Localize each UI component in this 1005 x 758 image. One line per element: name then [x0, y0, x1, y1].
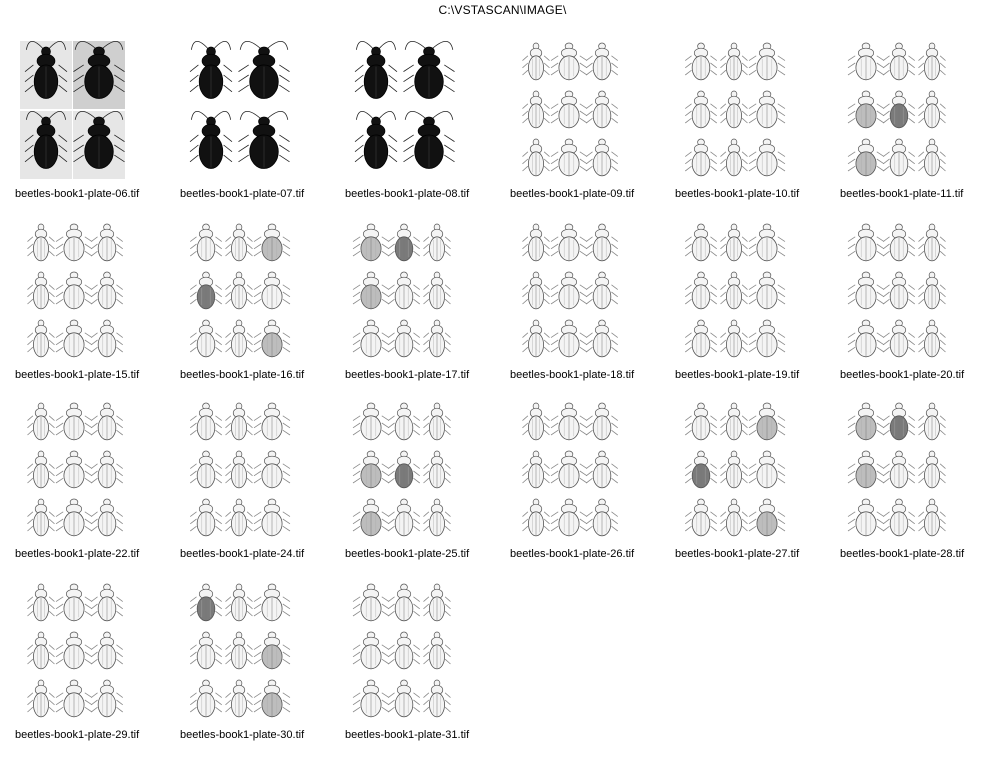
thumbnail-image[interactable] — [514, 37, 624, 185]
thumbnail-filename: beetles-book1-plate-20.tif — [840, 369, 965, 381]
thumbnail-image[interactable] — [19, 218, 129, 366]
thumbnail-filename: beetles-book1-plate-25.tif — [345, 548, 470, 560]
thumbnail-item[interactable] — [840, 37, 990, 217]
thumbnail-filename: beetles-book1-plate-28.tif — [840, 548, 965, 560]
thumbnail-item[interactable] — [510, 397, 660, 577]
thumbnail-item[interactable] — [345, 578, 495, 758]
thumbnail-image[interactable] — [184, 218, 294, 366]
thumbnail-image[interactable] — [349, 218, 459, 366]
thumbnail-item[interactable] — [345, 37, 495, 217]
thumbnail-filename: beetles-book1-plate-26.tif — [510, 548, 635, 560]
thumbnail-image[interactable] — [184, 37, 294, 185]
thumbnail-item[interactable] — [180, 578, 330, 758]
thumbnail-image[interactable] — [514, 218, 624, 366]
thumbnail-image[interactable] — [349, 397, 459, 545]
thumbnail-item[interactable] — [675, 37, 825, 217]
thumbnail-item[interactable] — [345, 218, 495, 398]
thumbnail-item[interactable] — [345, 397, 495, 577]
thumbnail-filename: beetles-book1-plate-18.tif — [510, 369, 635, 381]
thumbnail-image[interactable] — [844, 397, 954, 545]
thumbnail-filename: beetles-book1-plate-06.tif — [15, 188, 140, 200]
thumbnail-item[interactable] — [675, 218, 825, 398]
thumbnail-item[interactable] — [15, 578, 165, 758]
thumbnail-filename: beetles-book1-plate-09.tif — [510, 188, 635, 200]
thumbnail-item[interactable] — [840, 397, 990, 577]
thumbnail-filename: beetles-book1-plate-07.tif — [180, 188, 305, 200]
thumbnail-image[interactable] — [184, 397, 294, 545]
thumbnail-item[interactable] — [15, 218, 165, 398]
thumbnail-filename: beetles-book1-plate-31.tif — [345, 729, 470, 741]
thumbnail-image[interactable] — [19, 37, 129, 185]
thumbnail-image[interactable] — [349, 578, 459, 726]
thumbnail-image[interactable] — [514, 397, 624, 545]
thumbnail-filename: beetles-book1-plate-17.tif — [345, 369, 470, 381]
thumbnail-filename: beetles-book1-plate-27.tif — [675, 548, 800, 560]
thumbnail-filename: beetles-book1-plate-08.tif — [345, 188, 470, 200]
thumbnail-filename: beetles-book1-plate-11.tif — [840, 188, 964, 200]
thumbnail-filename: beetles-book1-plate-16.tif — [180, 369, 305, 381]
thumbnail-image[interactable] — [844, 218, 954, 366]
thumbnail-filename: beetles-book1-plate-19.tif — [675, 369, 800, 381]
thumbnail-filename: beetles-book1-plate-22.tif — [15, 548, 140, 560]
thumbnail-filename: beetles-book1-plate-15.tif — [15, 369, 140, 381]
thumbnail-item[interactable] — [180, 397, 330, 577]
thumbnail-item[interactable] — [840, 218, 990, 398]
folder-path-title: C:\VSTASCAN\IMAGE\ — [438, 3, 567, 17]
thumbnail-item[interactable] — [510, 37, 660, 217]
thumbnail-image[interactable] — [844, 37, 954, 185]
thumbnail-item[interactable] — [675, 397, 825, 577]
thumbnail-item[interactable] — [15, 397, 165, 577]
thumbnail-item[interactable] — [15, 37, 165, 217]
thumbnail-filename: beetles-book1-plate-10.tif — [675, 188, 800, 200]
thumbnail-item[interactable] — [510, 218, 660, 398]
thumbnail-image[interactable] — [679, 397, 789, 545]
thumbnail-image[interactable] — [349, 37, 459, 185]
thumbnail-image[interactable] — [19, 578, 129, 726]
thumbnail-filename: beetles-book1-plate-29.tif — [15, 729, 140, 741]
thumbnail-item[interactable] — [180, 37, 330, 217]
thumbnail-filename: beetles-book1-plate-24.tif — [180, 548, 305, 560]
thumbnail-image[interactable] — [679, 37, 789, 185]
thumbnail-image[interactable] — [19, 397, 129, 545]
thumbnail-item[interactable] — [180, 218, 330, 398]
thumbnail-image[interactable] — [184, 578, 294, 726]
thumbnail-image[interactable] — [679, 218, 789, 366]
thumbnail-filename: beetles-book1-plate-30.tif — [180, 729, 305, 741]
